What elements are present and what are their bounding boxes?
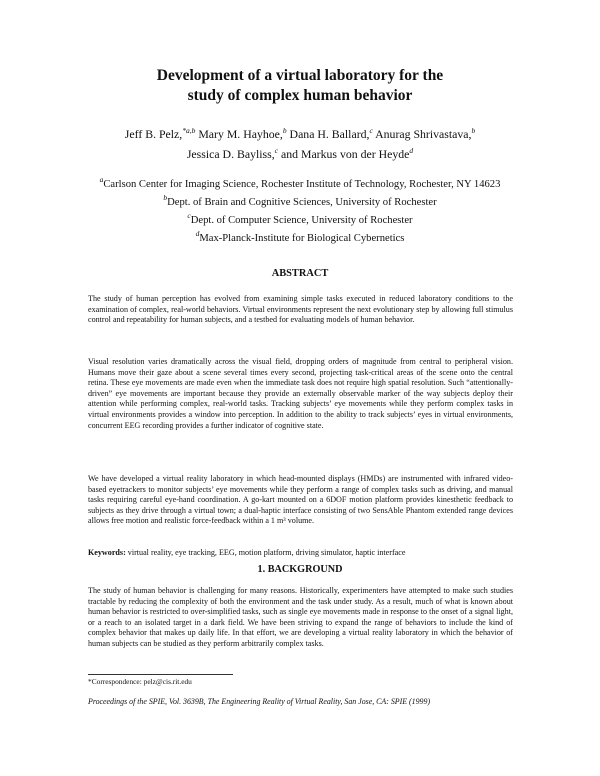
title-line-1: Development of a virtual laboratory for the [156,67,444,84]
author-sup: b [282,126,287,135]
keywords-label: Keywords: [88,548,126,557]
affiliation-text: Carlson Center for Imaging Science, Rochester Institute of Technology, Rochester, NY 14623 [103,179,501,190]
keywords-text: virtual reality, eye tracking, EEG, motion platform, driving simulator, haptic interface [127,548,406,557]
correspondence-footnote: *Correspondence: pelz@cis.rit.edu [88,677,192,686]
paper-title [0,66,600,106]
author-sup: c [274,146,279,155]
affiliation-text: Dept. of Computer Science, University of Rochester [190,215,413,226]
affiliation-line [0,176,600,194]
abstract-paragraph-3: We have developed a virtual reality laboratory in which head-mounted displays (HMDs) are instrumented with infrared video-based eyetrackers to monitor subjects’ eye movements while they perform a range of complex tasks such as driving, and manual tasks requiring careful eye-hand coordination. A go-kart mounted on a 6DOF motion platform provides kinesthetic feedback to subjects as they drive through a virtual town; a dual-haptic interface consisting of two SensAble Phantom extended range devices allows free motion and realistic force-feedback within a 1 m³ volume. [88,474,513,526]
abstract-paragraph-2: Visual resolution varies dramatically across the visual field, dropping orders of magnitude from central to peripheral vision. Humans move their gaze about a scene several times every second, projecting task-critical areas of the scene onto the central retina. These eye movements are made even when the immediate task does not require high spatial resolution. Such “attentionally-driven” eye movements are important because they provide an externally observable marker of the way subjects deploy their attention while performing complex, real-world tasks. Tracking subjects’ eye movements while they perform complex tasks in virtual environments provides a window into perception. In addition to the ability to track subjects’ eyes in virtual environments, concurrent EEG recording provides a further indicator of cognitive state. [88,357,513,430]
section-heading-background: 1. BACKGROUND [257,564,343,575]
affiliation-text: Dept. of Brain and Cognitive Sciences, University of Rochester [167,197,437,208]
affiliation-sup: b [163,193,168,202]
author-name: Anurag Shrivastava, [375,127,472,141]
author-name: Mary M. Hayhoe, [198,127,283,141]
abstract-heading: ABSTRACT [271,268,329,279]
proceedings-citation: Proceedings of the SPIE, Vol. 3639B, The Engineering Reality of Virtual Reality, San Jose, CA: SPIE (1999) [88,697,431,706]
author-sup: d [409,146,414,155]
author-line-2 [0,144,600,164]
affiliation-sup: d [195,229,200,238]
author-sup: c [369,126,373,135]
background-paragraph: The study of human behavior is challenging for many reasons. Historically, experimenters have attempted to make such studies tractable by reducing the complexity of both the environment and the task under study. As a result, much of what is known about human behavior is restricted to over-simplified tasks, such as single eye movements made in response to the onset of a signal light, or a reach to an isolated target in a dark field. We have been striving to expand the range of behaviors to include the kind of complex behavior that makes up daily life. In that effort, we are developing a virtual reality laboratory in which the behavior of human subjects can be studied as they perform arbitrarily complex tasks. [88,586,513,648]
author-sup: *a,b [182,126,196,135]
author-sup: b [471,126,476,135]
affiliation-line [0,194,600,212]
abstract-paragraph-1: The study of human perception has evolved from examining simple tasks executed in reduced laboratory conditions to the examination of complex, real-world behaviors. Virtual environments represent the next evolutionary step by allowing full stimulus control and repeatability for human subjects, and a testbed for evaluating models of human behavior. [88,294,513,325]
author-name: Jeff B. Pelz, [124,127,183,141]
author-name: Dana H. Ballard, [289,127,370,141]
affiliation-sup: a [99,175,104,184]
author-name: Jessica D. Bayliss, [186,147,275,161]
author-line-1 [0,124,600,144]
keywords-line [88,548,513,557]
affiliation-sup: c [187,211,191,220]
affiliation-text: Max-Planck-Institute for Biological Cybernetics [199,233,405,244]
affiliation-line [0,212,600,230]
affiliation-list [0,176,600,248]
author-name: and Markus von der Heyde [280,147,410,161]
affiliation-line [0,230,600,248]
title-line-2: study of complex human behavior [187,87,413,104]
footnote-divider [88,674,233,675]
author-list [0,124,600,164]
